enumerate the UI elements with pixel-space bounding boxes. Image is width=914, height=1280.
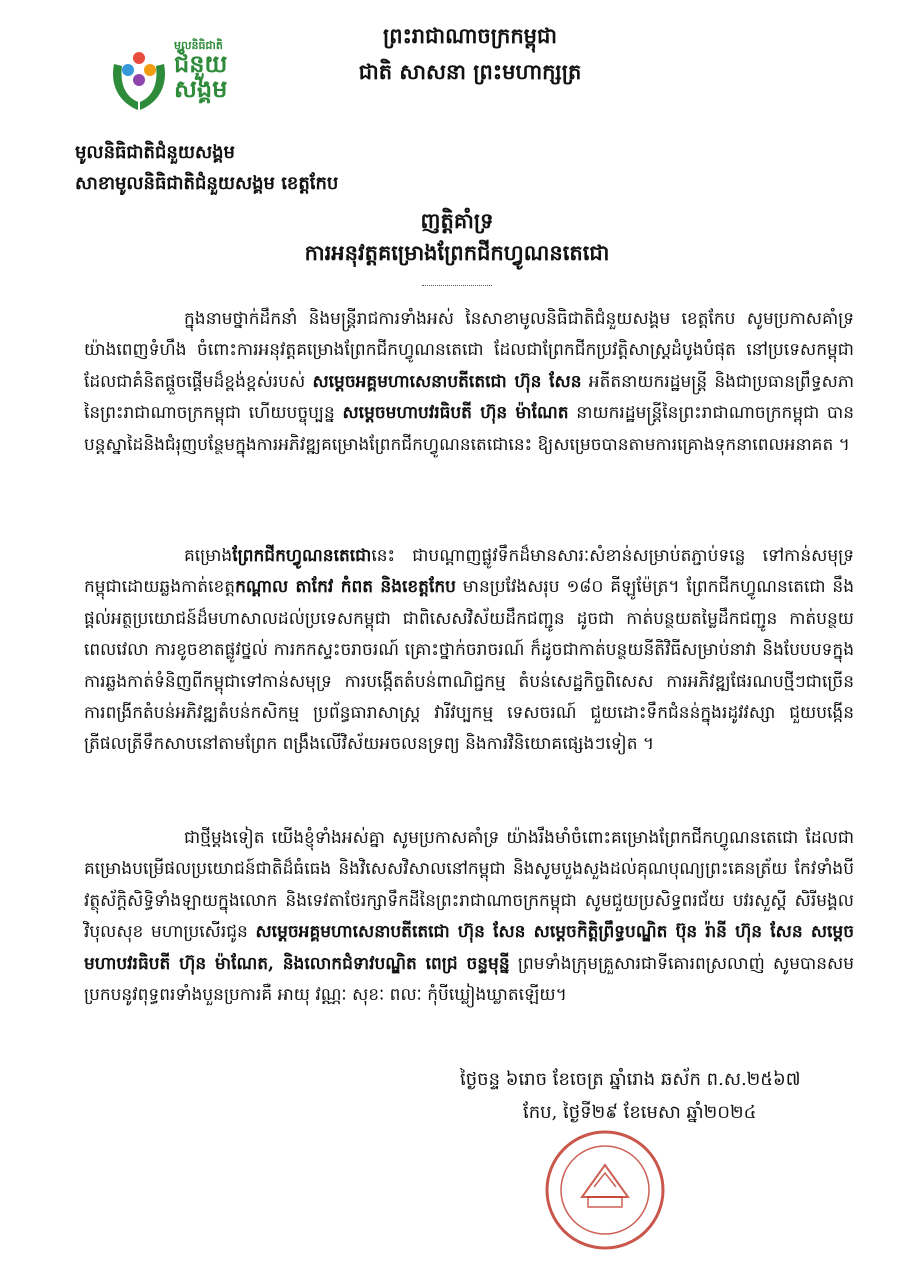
hands-logo-icon [108,44,170,114]
paragraph-text: ក្នុងនាមថ្នាក់ដឹកនាំ និងមន្ត្រីរាជការទាំងអស់ នៃសាខាមូលនិធិជាតិជំនួយសង្គម ខេត្តកែប សូមប្រកាសគាំទ្រយ៉ាងពេញទំហឹង ចំពោះការអនុវត្តគម្រោងព្រែកជីកហ្វូណនតេជោ ដែលជាព្រែកជីកប្រវត្តិសាស្ត្រដំបូងបំផុត នៅប្រទេសកម្ពុជា ដែលជាគំនិតផ្តួចផ្តើមដ៏ខ្ពង់ខ្ពស់របស់ [84,309,854,392]
emphasized-name: កណ្តាល តាកែវ កំពត និងខេត្តកែប [235,577,456,598]
logo-name-line3: សង្គម [174,74,228,103]
paragraph-text: គម្រោង [184,546,233,566]
title-line2: ការអនុវត្តគម្រោងព្រែកជីកហ្វូណនតេជោ [304,240,610,265]
kingdom-motto [320,18,620,90]
emphasized-name: សម្តេចអគ្គមហាសេនាបតីតេជោ ហ៊ុន សែន [312,371,582,392]
title-divider [422,285,492,287]
emphasized-name: សម្តេចអគ្គមហាសេនាបតីតេជោ ហ៊ុន សែន សម្តេចកិត្តិព្រឹទ្ធបណ្ឌិត ប៊ុន រ៉ានី ហ៊ុន សែន សម្តេចមហាបវរធិបតី ហ៊ុន ម៉ាណែត, និងលោកជំទាវបណ្ឌិត ពេជ្រ ចន្ទមុន្នី [84,922,855,974]
paragraph-text: អតីតនាយករដ្ឋមន្ត្រី និងជាប្រធានព្រឹទ្ធសភា នៃព្រះរាជាណាចក្រកម្ពុជា ហើយបច្ចុប្បន្ន [84,371,854,424]
logo-wordmark [174,40,252,102]
paragraph-text: នេះ ជាបណ្តាញផ្លូវទឹកដ៏មានសារៈសំខាន់សម្រាប់តភ្ជាប់ទន្លេ ទៅកាន់សមុទ្រកម្ពុជាដោយឆ្លងកាត់ខេត្ត [84,546,854,598]
organization-header [75,137,338,199]
document-title [0,205,914,269]
kingdom-line2: ជាតិ សាសនា ព្រះមហាក្សត្រ [358,59,582,84]
solar-date: កែប, ថ្ងៃទី២៩ ខែមេសា ឆ្នាំ២០២៤ [523,1102,757,1123]
paragraph-2 [84,541,854,761]
kingdom-line1: ព្រះរាជាណាចក្រកម្ពុជា [382,23,557,48]
organization-line2: សាខាមូលនិធិជាតិជំនួយសង្គម ខេត្តកែប [75,173,339,194]
emphasized-name: ព្រែកជីកហ្វូណនតេជោ [232,546,372,566]
lunar-date: ថ្ងៃចន្ទ ៦រោច ខែចេត្រ ឆ្នាំរោង ឆស័ក ព.ស.២៥៦៧ [460,1069,801,1090]
logo-name-line1: មូលនិធិជាតិ [174,39,223,52]
paragraph-text: ជាថ្មីម្តងទៀត យើងខ្ញុំទាំងអស់គ្នា សូមប្រកាសគាំទ្រ យ៉ាងរឹងមាំចំពោះគម្រោងព្រែកជីកហ្វូណនតេជោ ដែលជាគម្រោងបម្រើផលប្រយោជន៍ជាតិដ៏ធំធេង និងវិសេសវិសាលនៅកម្ពុជា និងសូមបួងសួងដល់គុណបុណ្យព្រះគេនត្រ័យ កែវទាំងបី វត្ថុស័ក្តិសិទ្ធិទាំងឡាយក្នុងលោក និងទេវតាថែរក្សាទឹកដីនៃព្រះរាជាណាចក្រកម្ពុជា សូមជួយប្រសិទ្ធពរជ័យ បវរសួស្តី សិរីមង្គល វិបុលសុខ មហាប្រសើរជូន [84,828,854,943]
paragraph-text: ព្រមទាំងក្រុមគ្រួសារជាទីគោរពស្រលាញ់ សូមបានសមប្រកបនូវពុទ្ធពរទាំងបួនប្រការគឺ អាយុ វណ្ណៈ សុខៈ ពលៈ កុំបីឃ្លៀងឃ្លាតឡើយ។ [84,953,854,1006]
signature-icon [600,1150,780,1210]
paragraph-text: នាយករដ្ឋមន្ត្រីនៃព្រះរាជាណាចក្រកម្ពុជា បានបន្តស្នាដៃនិងជំរុញបន្ថែមក្នុងការអភិវឌ្ឍគម្រោងព្រែកជីកហ្វូណនតេជោនេះ ឱ្យសម្រេចបានតាមការគ្រោងទុកនាពេលអនាគត ។ [84,403,854,455]
logo-name-line2: ជំនួយ [174,49,228,78]
title-line1: ញត្តិគាំទ្រ [420,208,494,233]
paragraph-3 [84,823,854,1011]
organization-line1: មូលនិធិជាតិជំនួយសង្គម [75,142,235,163]
nsaf-logo [108,40,250,118]
paragraph-1 [84,304,854,461]
emphasized-name: សម្តេចមហាបវរធិបតី ហ៊ុន ម៉ាណែត [342,403,569,424]
paragraph-text: មានប្រវែងសរុប ១៨០ គីឡូម៉ែត្រ។ ព្រែកជីកហ្វូណនតេជោ នឹងផ្តល់អត្ថប្រយោជន៍ដ៏មហាសាលដល់ប្រទេសកម្ពុជា ជាពិសេសវិស័យដឹកជញ្ជូន ដូចជា កាត់បន្ថយតម្លៃដឹកជញ្ជូន កាត់បន្ថយពេលវេលា ការខូចខាតផ្លូវថ្នល់ ការកកស្ទះចរាចរណ៍ គ្រោះថ្នាក់ចរាចរណ៍ ក៏ដូចជាកាត់បន្ថយនីតិវិធីសម្រាប់នាវា និងបែបបទក្នុងការឆ្លងកាត់ទំនិញពីកម្ពុជាទៅកាន់សមុទ្រ ការបង្កើតតំបន់ពាណិជ្ជកម្ម តំបន់សេដ្ឋកិច្ចពិសេស ការអភិវឌ្ឍផែរណបថ្មីៗជាច្រើន ការពង្រីកតំបន់អភិវឌ្ឍតំបន់កសិកម្ម ប្រព័ន្ធធារាសាស្ត្រ វារីវប្បកម្ម ទេសចរណ៍ ជួយដោះទឹកជំនន់ក្នុងរដូវវស្សា ជួយបង្កើនត្រីផលត្រីទឹកសាបនៅតាមព្រែក ពង្រឹងលើវិស័យអចលនទ្រព្យ និងការវិនិយោគផ្សេងៗទៀត ។ [84,577,855,755]
